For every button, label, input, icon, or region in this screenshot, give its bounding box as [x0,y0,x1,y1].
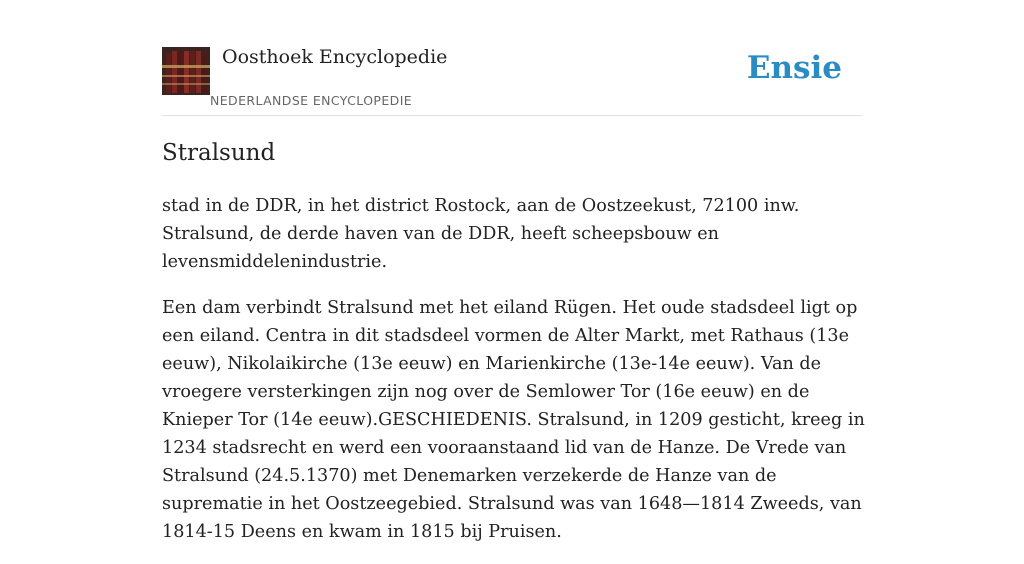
article-paragraph: Een dam verbindt Stralsund met het eiland Rügen. Het oude stadsdeel ligt op een eiland. Centra in dit stadsdeel vormen de Alter Markt, met Rathaus (13e eeuw), Nikolaikirche (13e eeuw) en Marienkirche (13e-14e eeuw). Van de vroegere versterkingen zijn nog over de Semlower Tor (16e eeuw) en de Knieper Tor (14e eeuw).GESCHIEDENIS. Stralsund, in 1209 gesticht, kreeg in 1234 stadsrecht en werd een vooraanstaand lid van de Hanze. De Vrede van Stralsund (24.5.1370) met Denemarken verzekerde de Hanze van de suprematie in het Oostzeegebied. Stralsund was van 1648—1814 Zweeds, van 1814-15 Deens en kwam in 1815 bij Pruisen. [162,298,865,542]
encyclopedia-books-icon[interactable] [162,47,210,95]
article-body [162,192,868,564]
header-divider [162,115,862,116]
brand-logo-link[interactable]: Ensie [746,50,842,86]
site-header [162,46,862,116]
site-subtitle: NEDERLANDSE ENCYCLOPEDIE [210,93,413,108]
article-title: Stralsund [162,140,276,166]
site-title[interactable]: Oosthoek Encyclopedie [222,46,448,68]
article-paragraph: stad in de DDR, in het district Rostock, aan de Oostzeekust, 72100 inw. Stralsund, de derde haven van de DDR, heeft scheepsbouw en levensmiddelenindustrie. [162,196,800,272]
